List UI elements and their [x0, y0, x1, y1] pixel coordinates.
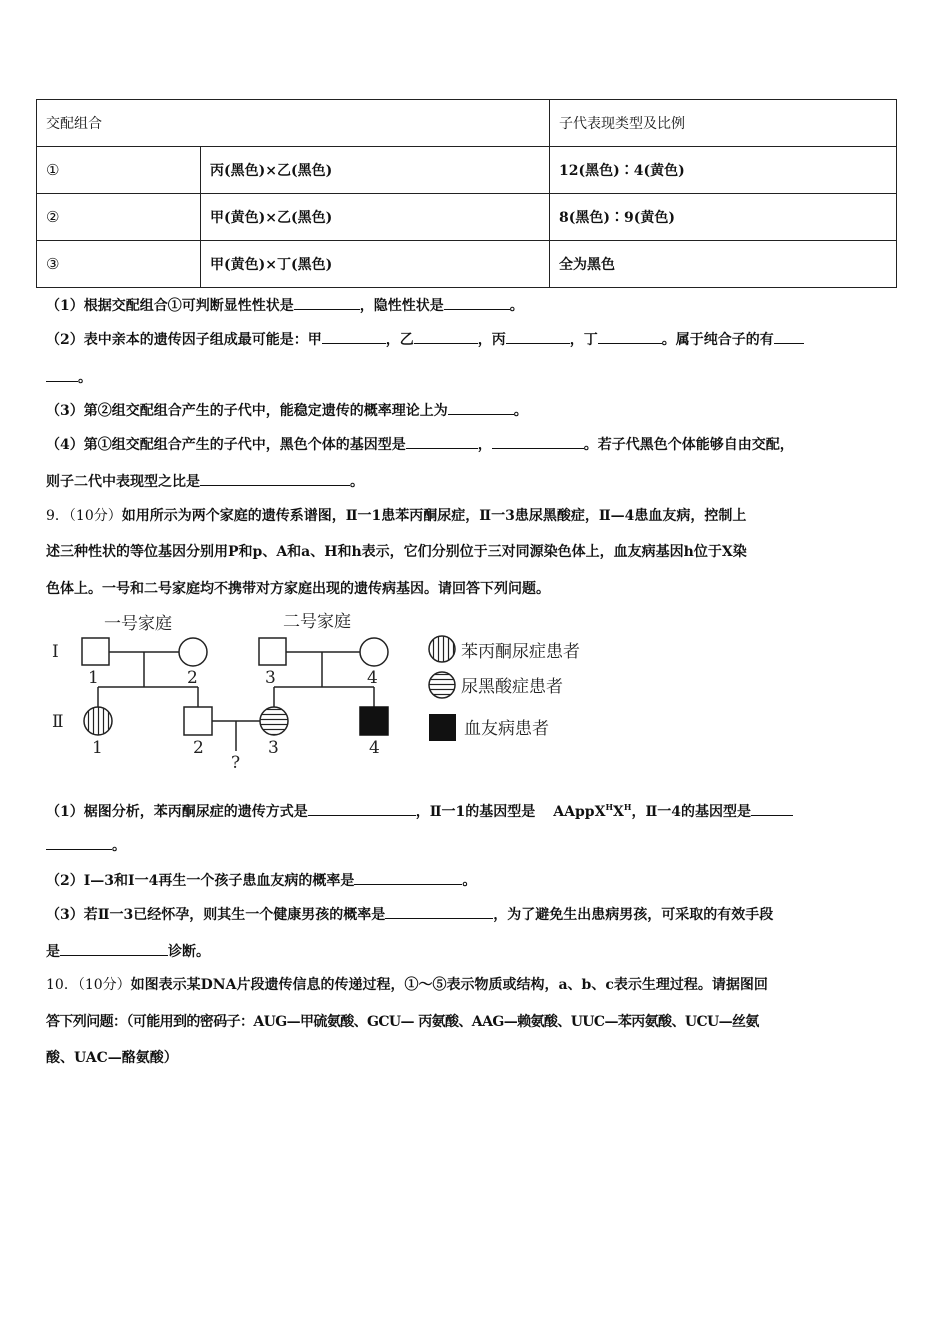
family1-I1-male: [82, 638, 109, 665]
q10-stem-line1: 10．（10分）如图表示某DNA片段遗传信息的传递过程，①～⑤表示物质或结构，a、b、c表示生理过程。请据图回: [46, 977, 768, 993]
legend-hemophilia-symbol: [429, 714, 456, 741]
legend-alkaptonuria-text: 尿黑酸症患者: [461, 677, 563, 697]
II3-alkaptonuria-female: [260, 707, 288, 735]
label-II1: 1: [92, 738, 103, 758]
row-number: ②: [37, 194, 201, 241]
label-I1: 1: [88, 668, 99, 688]
row-number: ③: [37, 241, 201, 288]
cross-table: [36, 99, 897, 288]
q9-part1-cont: 。: [46, 835, 906, 855]
answer-blank[interactable]: [506, 329, 570, 344]
table-row: [37, 194, 897, 241]
generation-II-label: Ⅱ: [52, 712, 64, 732]
label-II2: 2: [193, 738, 204, 758]
generation-I-label: Ⅰ: [52, 642, 59, 662]
row-cross: 甲(黄色)×乙(黑色): [201, 194, 550, 241]
q9-stem-line3: 色体上。一号和二号家庭均不携带对方家庭出现的遗传病基因。请回答下列问题。: [46, 581, 550, 597]
pedigree-diagram: [46, 607, 606, 777]
answer-blank[interactable]: [294, 295, 360, 310]
answer-blank[interactable]: [406, 434, 478, 449]
legend-pku-text: 苯丙酮尿症患者: [461, 642, 580, 662]
answer-blank[interactable]: [46, 835, 112, 850]
answer-blank[interactable]: [751, 801, 793, 816]
answer-blank[interactable]: [60, 941, 168, 956]
row-number: ①: [37, 147, 201, 194]
label-I2: 2: [187, 668, 198, 688]
q10-stem-line3: 酸、UAC—酪氨酸）: [46, 1050, 178, 1066]
row-cross: 丙(黑色)×乙(黑色): [201, 147, 550, 194]
II4-hemophilia-male: [360, 707, 388, 735]
header-combo: 交配组合: [37, 100, 550, 147]
q8-part2: （2）表中亲本的遗传因子组成最可能是：甲 ，乙 ，丙 ，丁 。属于纯合子的有: [46, 329, 906, 349]
answer-blank[interactable]: [322, 329, 386, 344]
II1-pku-female: [84, 707, 112, 735]
label-I4: 4: [367, 668, 378, 688]
family2-I3-male: [259, 638, 286, 665]
answer-blank[interactable]: [492, 434, 584, 449]
answer-blank[interactable]: [200, 471, 350, 486]
family1-I2-female: [179, 638, 207, 666]
II2-male: [184, 707, 212, 735]
q9-stem-line2: 述三种性状的等位基因分别用P和p、A和a、H和h表示，它们分别位于三对同源染色体上，血友病基因h位于X染: [46, 544, 747, 560]
answer-blank[interactable]: [598, 329, 662, 344]
header-result: 子代表现类型及比例: [550, 100, 897, 147]
q9-part3: （3）若Ⅱ一3已经怀孕，则其生一个健康男孩的概率是 ，为了避免生出患病男孩，可采取的有效手段: [46, 904, 906, 924]
family1-label: 一号家庭: [104, 614, 172, 634]
q8-part4-cont: 则子二代中表现型之比是 。: [46, 471, 906, 491]
table-header-row: [37, 100, 897, 147]
row-result: 12(黑色)∶4(黄色): [550, 147, 897, 194]
q8-part4: （4）第①组交配组合产生的子代中，黑色个体的基因型是 ， 。若子代黑色个体能够自由交配，: [46, 434, 906, 454]
row-cross: 甲(黄色)×丁(黑色): [201, 241, 550, 288]
label-I3: 3: [265, 668, 276, 688]
answer-blank[interactable]: [414, 329, 478, 344]
q8-part2-cont: 。: [46, 367, 906, 387]
label-II4: 4: [369, 738, 380, 758]
q9-part3-cont: 是 诊断。: [46, 941, 906, 961]
family2-I4-female: [360, 638, 388, 666]
answer-blank[interactable]: [774, 329, 804, 344]
answer-blank[interactable]: [308, 801, 416, 816]
answer-blank[interactable]: [46, 367, 78, 382]
legend-hemophilia-text: 血友病患者: [464, 719, 549, 739]
table-row: [37, 147, 897, 194]
answer-blank[interactable]: [354, 870, 462, 885]
q8-part1: （1）根据交配组合①可判断显性性状是 ，隐性性状是 。: [46, 295, 906, 315]
answer-blank[interactable]: [448, 400, 514, 415]
q8-part3: （3）第②组交配组合产生的子代中，能稳定遗传的概率理论上为 。: [46, 400, 906, 420]
row-result: 8(黑色)∶9(黄色): [550, 194, 897, 241]
q10-stem-line2: 答下列问题：（可能用到的密码子：AUG—甲硫氨酸、GCU— 丙氨酸、AAG—赖氨酸、UUC—苯丙氨酸、UCU—丝氨: [46, 1014, 759, 1030]
label-II3: 3: [268, 738, 279, 758]
answer-blank[interactable]: [444, 295, 510, 310]
legend-pku-symbol: [429, 636, 455, 662]
table-row: [37, 241, 897, 288]
family2-label: 二号家庭: [283, 612, 351, 632]
answer-blank[interactable]: [385, 904, 493, 919]
legend-alkaptonuria-symbol: [429, 672, 455, 698]
q9-part1: （1）椐图分析，苯丙酮尿症的遗传方式是 ，Ⅱ一1的基因型是 $AAppX^HX^H$，Ⅱ一4的基因型是: [46, 798, 906, 821]
row-result: 全为黑色: [550, 241, 897, 288]
q9-stem-line1: 9．（10分）如用所示为两个家庭的遗传系谱图，Ⅱ一1患苯丙酮尿症，Ⅱ一3患尿黑酸症，Ⅱ—4患血友病，控制上: [46, 508, 747, 524]
q9-part2: （2）Ⅰ—3和Ⅰ一4再生一个孩子患血友病的概率是 。: [46, 870, 906, 890]
unknown-offspring: ?: [231, 753, 241, 773]
